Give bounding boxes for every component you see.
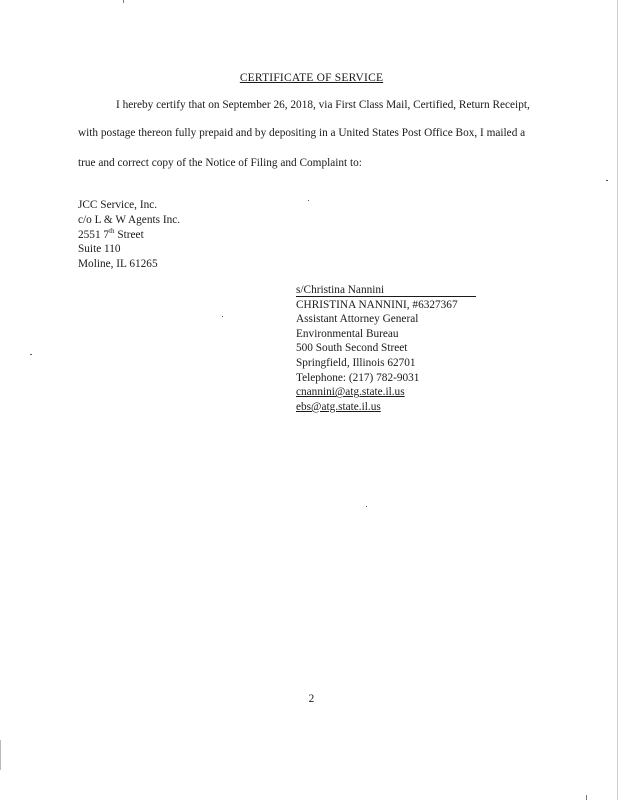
attorney-city: Springfield, Illinois 62701 xyxy=(296,356,416,369)
body-line-1: I hereby certify that on September 26, 2018, via First Class Mail, Certified, Return Receipt, xyxy=(116,99,530,111)
signature-block xyxy=(296,283,476,414)
scan-speck xyxy=(366,506,367,507)
scan-edge-mark xyxy=(123,0,124,3)
attorney-street: 500 South Second Street xyxy=(296,342,408,355)
email-link-2[interactable]: ebs@atg.state.il.us xyxy=(296,400,381,413)
certificate-title: CERTIFICATE OF SERVICE xyxy=(239,72,384,84)
attorney-name: CHRISTINA NANNINI, #6327367 xyxy=(296,298,458,311)
recipient-suite: Suite 110 xyxy=(78,243,121,256)
recipient-name: JCC Service, Inc. xyxy=(78,199,158,211)
signature-line: s/Christina Nannini xyxy=(296,284,476,297)
scan-edge-mark xyxy=(586,795,587,800)
recipient-address xyxy=(78,198,180,272)
recipient-street xyxy=(78,228,180,243)
scan-edge-line xyxy=(0,740,1,770)
body-line-2: with postage thereon fully prepaid and by depositing in a United States Post Office Box, I mailed a xyxy=(78,127,526,139)
attorney-title: Assistant Attorney General xyxy=(296,313,419,326)
scan-edge-line xyxy=(617,0,618,800)
scan-speck xyxy=(222,316,223,317)
scan-speck xyxy=(308,200,309,201)
scan-speck xyxy=(606,180,608,181)
scan-speck xyxy=(30,354,32,355)
attorney-bureau: Environmental Bureau xyxy=(296,327,399,340)
email-link-1[interactable]: cnannini@atg.state.il.us xyxy=(296,386,405,399)
recipient-care-of: c/o L & W Agents Inc. xyxy=(78,213,181,226)
attorney-telephone: Telephone: (217) 782-9031 xyxy=(296,371,420,384)
recipient-street-sup: th xyxy=(109,226,115,235)
recipient-street-number: 2551 7 xyxy=(78,228,110,241)
body-line-3: true and correct copy of the Notice of Filing and Complaint to: xyxy=(78,157,362,169)
recipient-street-suffix: Street xyxy=(114,228,144,241)
page-number: 2 xyxy=(308,693,315,705)
recipient-city: Moline, IL 61265 xyxy=(78,258,158,271)
